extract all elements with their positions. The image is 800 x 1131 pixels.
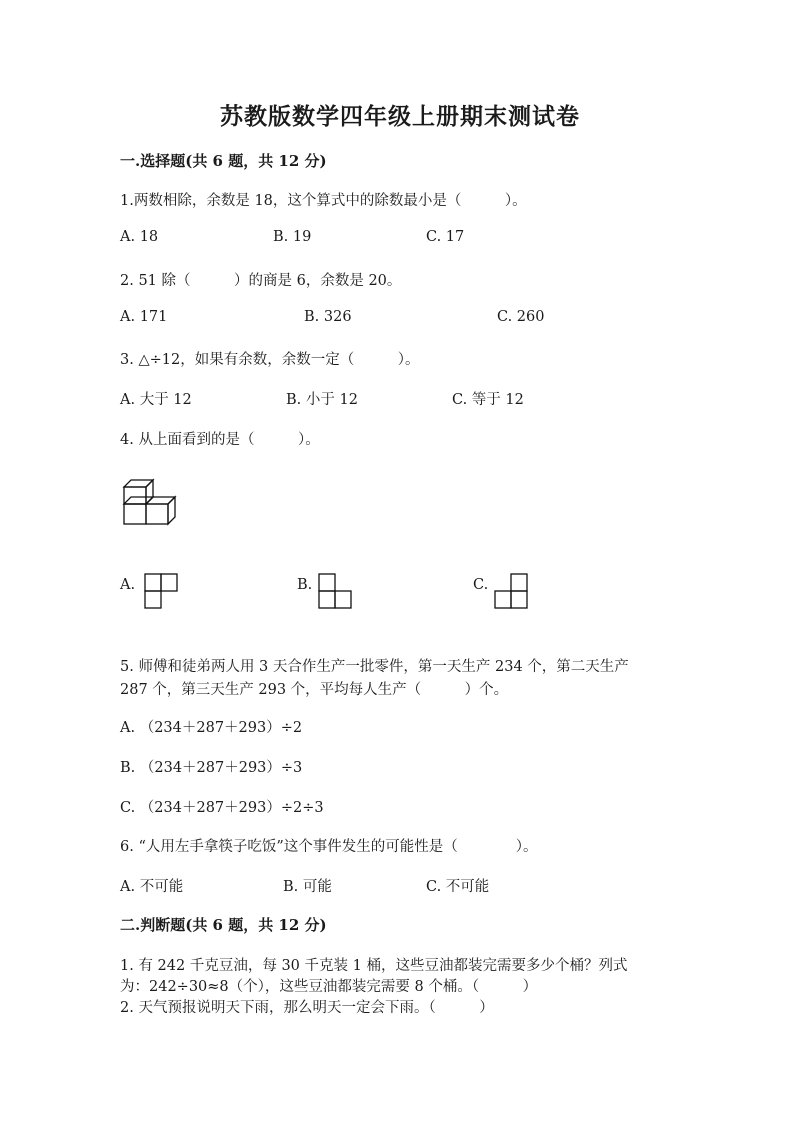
judge-question-1-line1: 1. 有 242 千克豆油，每 30 千克装 1 桶，这些豆油都装完需要多少个桶？列式: [120, 958, 628, 974]
question-2: 2. 51 除（ ）的商是 6，余数是 20。: [120, 273, 402, 289]
q4-option-b-shape: [318, 573, 352, 609]
section2-heading: 二.判断题(共 6 题，共 12 分): [120, 916, 327, 934]
q5-option-c: C. （234＋287＋293）÷2÷3: [120, 800, 324, 816]
question-5-line1: 5. 师傅和徒弟两人用 3 天合作生产一批零件，第一天生产 234 个，第二天生产: [120, 659, 629, 675]
q4-option-c-shape: [494, 573, 528, 609]
section1-heading: 一.选择题(共 6 题，共 12 分): [120, 152, 327, 170]
q2-option-c: C. 260: [497, 309, 545, 325]
cube-stack-figure: [120, 478, 184, 528]
question-3: 3. △÷12，如果有余数，余数一定（ ）。: [120, 352, 420, 368]
question-6: 6. “人用左手拿筷子吃饭”这个事件发生的可能性是（ ）。: [120, 839, 538, 855]
question-1: 1.两数相除，余数是 18，这个算式中的除数最小是（ ）。: [120, 193, 527, 209]
q4-option-b: B.: [297, 577, 313, 593]
q1-option-c: C. 17: [426, 229, 465, 245]
question-5-line2: 287 个，第三天生产 293 个，平均每人生产（ ）个。: [120, 682, 509, 698]
q5-option-a: A. （234＋287＋293）÷2: [120, 720, 303, 736]
q3-option-c: C. 等于 12: [452, 392, 524, 408]
q1-option-a: A. 18: [120, 229, 159, 245]
q4-option-c: C.: [473, 577, 489, 593]
q5-option-b: B. （234＋287＋293）÷3: [120, 760, 303, 776]
q4-option-a-shape: [144, 573, 178, 609]
q6-option-a: A. 不可能: [120, 879, 184, 895]
judge-question-1-line2: 为：242÷30≈8（个），这些豆油都装完需要 8 个桶。（ ）: [120, 979, 538, 995]
q3-option-a: A. 大于 12: [120, 392, 192, 408]
question-4: 4. 从上面看到的是（ ）。: [120, 432, 320, 448]
q2-option-b: B. 326: [304, 309, 352, 325]
q6-option-c: C. 不可能: [426, 879, 490, 895]
q2-option-a: A. 171: [120, 309, 168, 325]
judge-question-2: 2. 天气预报说明天下雨，那么明天一定会下雨。（ ）: [120, 1000, 494, 1016]
q3-option-b: B. 小于 12: [286, 392, 358, 408]
q6-option-b: B. 可能: [283, 879, 332, 895]
page-title: 苏教版数学四年级上册期末测试卷: [220, 103, 580, 130]
q1-option-b: B. 19: [273, 229, 312, 245]
q4-option-a: A.: [120, 577, 136, 593]
